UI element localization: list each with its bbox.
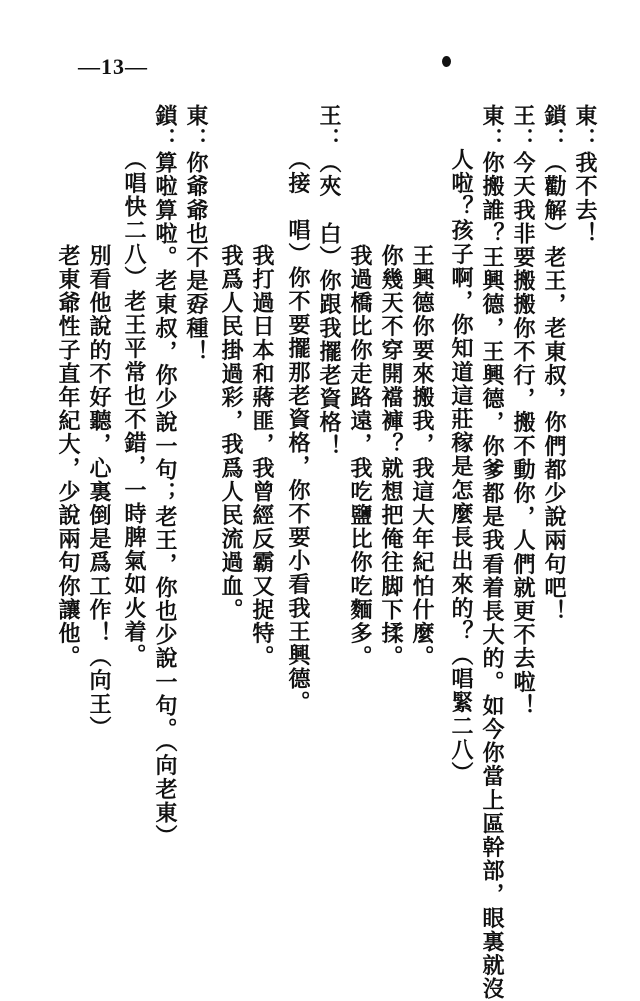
text-column-9 — [315, 104, 343, 458]
speaker-label: 東： — [479, 104, 505, 152]
speaker-label: 東： — [572, 104, 598, 152]
speaker-label: 鎖： — [541, 104, 567, 152]
dialogue-line: 算啦算啦。老東叔，你少說一句；老王，你也少說一句。（向老東） — [152, 151, 178, 849]
text-column-17 — [54, 244, 82, 669]
text-column-16 — [85, 244, 113, 740]
dialogue-line: （唱快二八）老王平常也不錯，一時脾氣如火着。 — [121, 148, 147, 668]
text-column-12 — [217, 244, 245, 622]
speaker-label: 鎖： — [152, 104, 178, 152]
text-column-15 — [120, 148, 148, 667]
text-column-5 — [447, 148, 475, 785]
dialogue-line: 我過橋比你走路遠，我吃鹽比你吃麵多。 — [347, 244, 373, 669]
text-column-8 — [346, 244, 374, 669]
text-column-11 — [248, 244, 276, 669]
text-column-1 — [571, 104, 599, 246]
text-column-6 — [408, 244, 436, 669]
page-number: —13— — [78, 54, 148, 79]
speaker-label: 王： — [316, 104, 342, 152]
dialogue-line: 人啦？孩子啊，你知道這莊稼是怎麼長出來的？（唱緊二八） — [448, 148, 474, 786]
dialogue-line: 別看他說的不好聽，心裏倒是爲工作！（向王） — [86, 244, 112, 740]
dialogue-line: 你幾天不穿開襠褲？就想把俺往脚下揉。 — [378, 244, 404, 669]
text-column-7 — [377, 244, 405, 669]
dialogue-line: 今天我非要搬搬你不行，搬不動你，人們就更不去啦！ — [510, 151, 536, 718]
dialogue-line: 王興德你要來搬我，我這大年紀怕什麼。 — [409, 244, 435, 669]
text-column-14 — [151, 104, 179, 848]
printer-mark-dot — [442, 56, 451, 67]
text-column-4 — [478, 104, 506, 1001]
text-column-10 — [284, 148, 312, 714]
text-column-13 — [182, 104, 210, 364]
dialogue-line: 我打過日本和蔣匪，我曾經反霸又捉特。 — [249, 244, 275, 669]
dialogue-line: 老東爺性子直年紀大，少說兩句你讓他。 — [55, 244, 81, 669]
dialogue-line: （接 唱）你不要擺那老資格，你不要小看我王興德。 — [285, 148, 311, 715]
dialogue-line: 我不去！ — [572, 151, 598, 246]
text-column-3 — [509, 104, 537, 718]
dialogue-line: （夾 白）你跟我擺老資格！ — [316, 151, 342, 459]
text-column-2 — [540, 104, 568, 623]
dialogue-line: 你搬誰？王興德，王興德，你爹都是我看着長大的。如今你當上區幹部，眼裏就沒 — [479, 151, 505, 1001]
dialogue-line: 你爺爺也不是孬種！ — [183, 151, 209, 364]
speaker-label: 王： — [510, 104, 536, 152]
dialogue-line: （勸解）老王，老東叔，你們都少說兩句吧！ — [541, 151, 567, 624]
dialogue-line: 我爲人民掛過彩，我爲人民流過血。 — [218, 244, 244, 622]
speaker-label: 東： — [183, 104, 209, 152]
